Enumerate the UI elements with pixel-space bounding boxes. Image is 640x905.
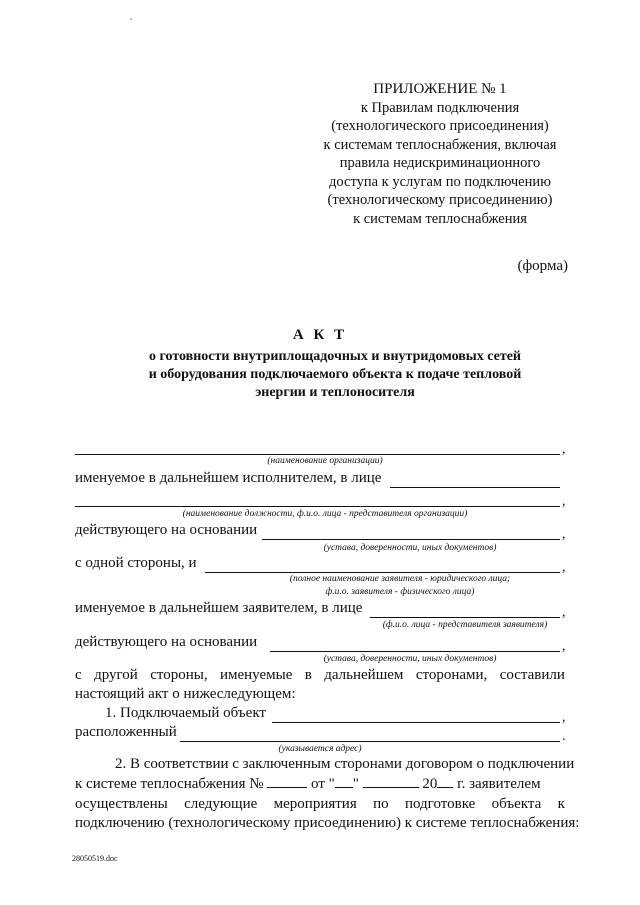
applicant-rep-caption: (ф.и.о. лица - представителя заявителя) [382,620,548,630]
document-subtitle [80,348,590,402]
word: сторонами, [415,667,488,683]
appendix-line: правила недискриминационного [339,155,541,171]
item-2-line-1: 2. В соответствии с заключенным сторонами договором о подключении [115,756,575,772]
subtitle-line: и оборудования подключаемого объекта к подаче тепловой [148,367,522,382]
word: дальнейшем [324,667,404,683]
basis-caption-2: (устава, доверенности, иных документов) [323,654,497,664]
month-field[interactable] [363,775,419,788]
position-field[interactable] [75,506,560,507]
comma: , [562,527,566,542]
basis-caption-1: (устава, доверенности, иных документов) [323,543,497,553]
other-side-line-1 [75,667,565,684]
word: осуществлены [75,796,168,812]
other-side-line-2: настоящий акт о нижеследующем: [75,686,296,702]
word: объекта [491,796,542,812]
form-label: (форма) [517,258,568,274]
object-field[interactable] [272,722,560,723]
located-text: расположенный [75,724,177,740]
item-2-line-3 [75,796,565,813]
appendix-block [300,80,580,228]
basis-field-2[interactable] [270,651,560,652]
org-caption: (наименование организации) [267,456,383,466]
item-2-line-4: подключению (технологическому присоединению) к системе теплоснабжения: [75,815,580,831]
applicant-rep-field[interactable] [370,617,560,618]
appendix-line: к системам теплоснабжения, включая [323,136,557,153]
subtitle-line: о готовности внутриплощадочных и внутридомовых сетей [149,349,521,364]
file-name-footer: 28050519.doc [72,854,118,863]
word: составили [499,667,565,683]
contract-prefix: к системе теплоснабжения № [75,776,264,792]
word: мероприятия [273,796,357,812]
executor-text: именуемое в дальнейшем исполнителем, в лице [75,470,382,486]
word: в [304,667,312,683]
word: по [373,796,389,812]
period: . [562,729,566,744]
quote-close: " [352,776,359,792]
applicant-text: именуемое в дальнейшем заявителем, в лице [75,600,363,616]
applicant-caption-2: ф.и.о. заявителя - физического лица) [325,587,475,597]
appendix-line: к Правилам подключения [360,99,520,116]
position-caption: (наименование должности, ф.и.о. лица - представителя организации) [182,509,468,519]
executor-rep-field[interactable] [390,487,560,488]
date-prefix: от " [311,776,335,792]
comma: , [562,442,566,457]
comma: , [562,639,566,654]
word: к [557,796,565,812]
document-title: А К Т [292,327,348,343]
contract-number-field[interactable] [267,775,307,788]
one-side-text: с одной стороны, и [75,555,197,571]
appendix-heading: ПРИЛОЖЕНИЕ № 1 [373,81,507,97]
word: следующие [184,796,258,812]
comma: , [562,605,566,620]
word: стороны, [150,667,208,683]
word: подготовке [404,796,476,812]
appendix-line: доступа к услугам по подключению [329,173,551,190]
basis-field-1[interactable] [262,539,560,540]
comma: , [562,710,566,725]
org-name-field[interactable] [75,454,560,455]
item-2-suffix: г. заявителем [457,776,541,792]
day-field[interactable] [335,775,353,788]
scan-speck [130,18,132,20]
word: другой [94,667,138,683]
appendix-line: к системам теплоснабжения [353,210,527,227]
applicant-caption-1: (полное наименование заявителя - юридического лица; [289,574,511,584]
year-prefix: 20 [422,776,438,792]
appendix-line: (технологического присоединения) [331,118,549,134]
comma: , [562,494,566,509]
basis-text-1: действующего на основании [75,522,258,538]
year-field[interactable] [437,775,453,788]
word: с [75,667,82,683]
comma: , [562,560,566,575]
address-caption: (указывается адрес) [278,744,362,754]
applicant-name-field[interactable] [205,572,560,573]
subtitle-line: энергии и теплоносителя [255,385,415,400]
item-2-line-2 [75,775,565,793]
basis-text-2: действующего на основании [75,634,258,650]
word: именуемые [219,667,293,683]
address-field[interactable] [180,741,560,742]
appendix-line: (технологическому присоединению) [327,192,553,208]
item-1-text: 1. Подключаемый объект [105,705,266,721]
